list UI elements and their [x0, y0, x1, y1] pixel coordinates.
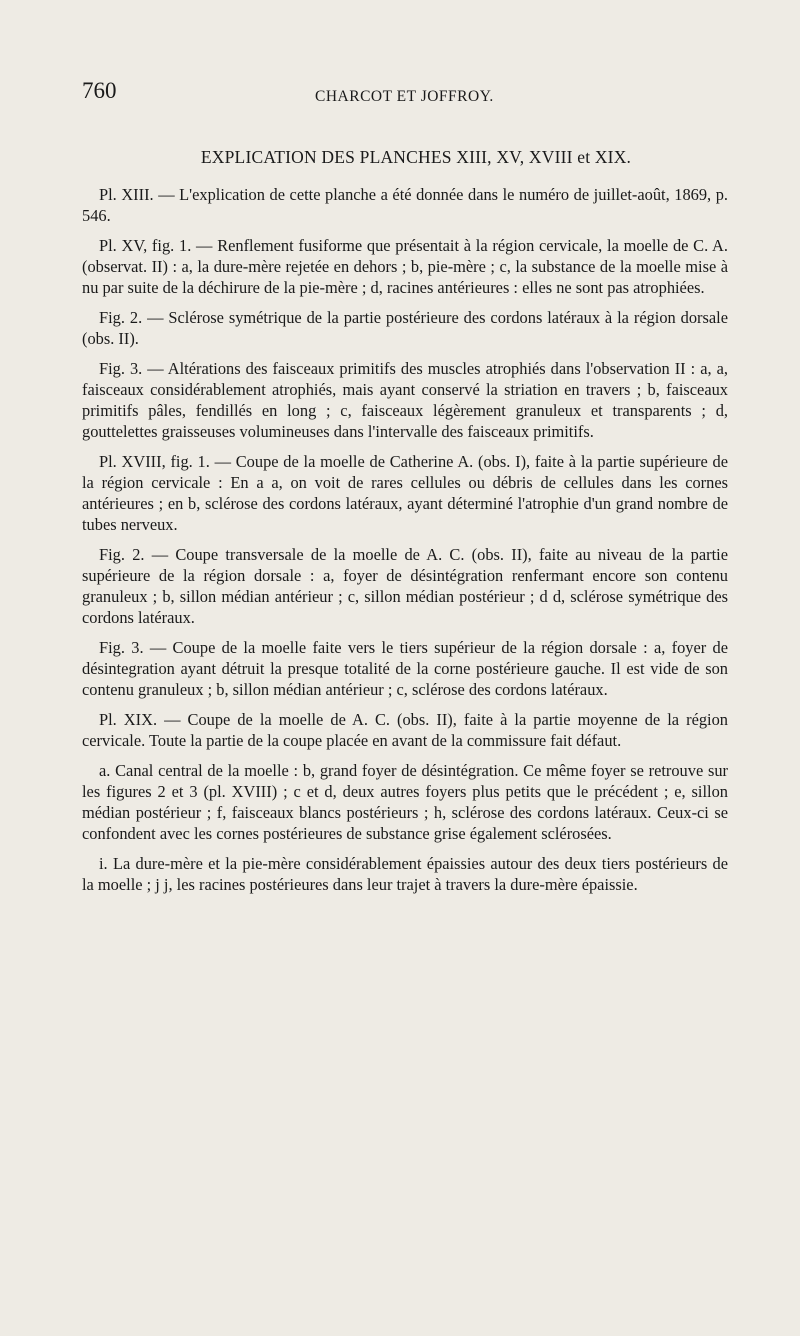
paragraph-pl-xv-fig-2: Fig. 2. — Sclérose symétrique de la partie postérieure des cordons latéraux à la région dorsale (obs. II).	[82, 308, 728, 348]
page-number: 760	[82, 78, 117, 103]
running-head: CHARCOT ET JOFFROY.	[315, 88, 494, 105]
paragraph-pl-xiii: Pl. XIII. — L'explication de cette planche a été donnée dans le numéro de juillet-août, 1869, p. 546.	[82, 185, 728, 225]
paragraph-pl-xv-fig-1: Pl. XV, fig. 1. — Renflement fusiforme que présentait à la région cervicale, la moelle de C. A. (observat. II) : a, la dure-mère rejetée en dehors ; b, pie-mère ; c, la substance de la moelle mise à nu par suite de la déchirure de la pie-mère ; d, racines antérieures : elles ne sont pas atrophiées.	[82, 236, 728, 297]
paragraph-pl-xviii-fig-1: Pl. XVIII, fig. 1. — Coupe de la moelle de Catherine A. (obs. I), faite à la partie supérieure de la région cervicale : En a a, on voit de rares cellules ou débris de cellules dans les cornes antérieures ; en b, sclérose des cordons latéraux, ayant déterminé l'atrophie d'un grand nombre de tubes nerveux.	[82, 452, 728, 534]
paragraph-pl-xv-fig-3: Fig. 3. — Altérations des faisceaux primitifs des muscles atrophiés dans l'observation II : a, a, faisceaux considérablement atrophiés, mais ayant conservé la striation en travers ; b, faisceaux primitifs pâles, fendillés en long ; c, faisceaux légèrement granuleux et transparents ; d, gouttelettes graisseuses volumineuses dans l'intervalle des faisceaux primitifs.	[82, 359, 728, 441]
paragraph-pl-xviii-fig-3: Fig. 3. — Coupe de la moelle faite vers le tiers supérieur de la région dorsale : a, foyer de désintegration ayant détruit la presque totalité de la corne postérieure gauche. Il est vide de son contenu granuleux ; b, sillon médian antérieur ; c, sclérose des cordons latéraux.	[82, 638, 728, 699]
paragraph-pl-xix: Pl. XIX. — Coupe de la moelle de A. C. (obs. II), faite à la partie moyenne de la région cervicale. Toute la partie de la coupe placée en avant de la commissure fait défaut.	[82, 710, 728, 750]
paragraph-pl-xviii-fig-2: Fig. 2. — Coupe transversale de la moelle de A. C. (obs. II), faite au niveau de la partie supérieure de la région dorsale : a, foyer de désintégration renfermant encore son contenu granuleux ; b, sillon médian antérieur ; c, sillon médian postérieur ; d d, sclérose symétrique des cordons latéraux.	[82, 545, 728, 627]
plate-explanations	[82, 184, 728, 904]
paragraph-pl-xix-i: i. La dure-mère et la pie-mère considérablement épaissies autour des deux tiers postérieurs de la moelle ; j j, les racines postérieures dans leur trajet à travers la dure-mère épaissie.	[82, 854, 728, 894]
page-header	[82, 78, 750, 112]
section-title: EXPLICATION DES PLANCHES XIII, XV, XVIII et XIX.	[200, 147, 632, 167]
paragraph-pl-xix-a: a. Canal central de la moelle : b, grand foyer de désintégration. Ce même foyer se retrouve sur les figures 2 et 3 (pl. XVIII) ; c et d, deux autres foyers plus petits que le précédent ; e, sillon médian postérieur ; f, faisceaux blancs postérieurs ; h, sclérose des cordons latéraux. Ceux-ci se confondent avec les cornes postérieures de substance grise également sclérosées.	[82, 761, 728, 843]
